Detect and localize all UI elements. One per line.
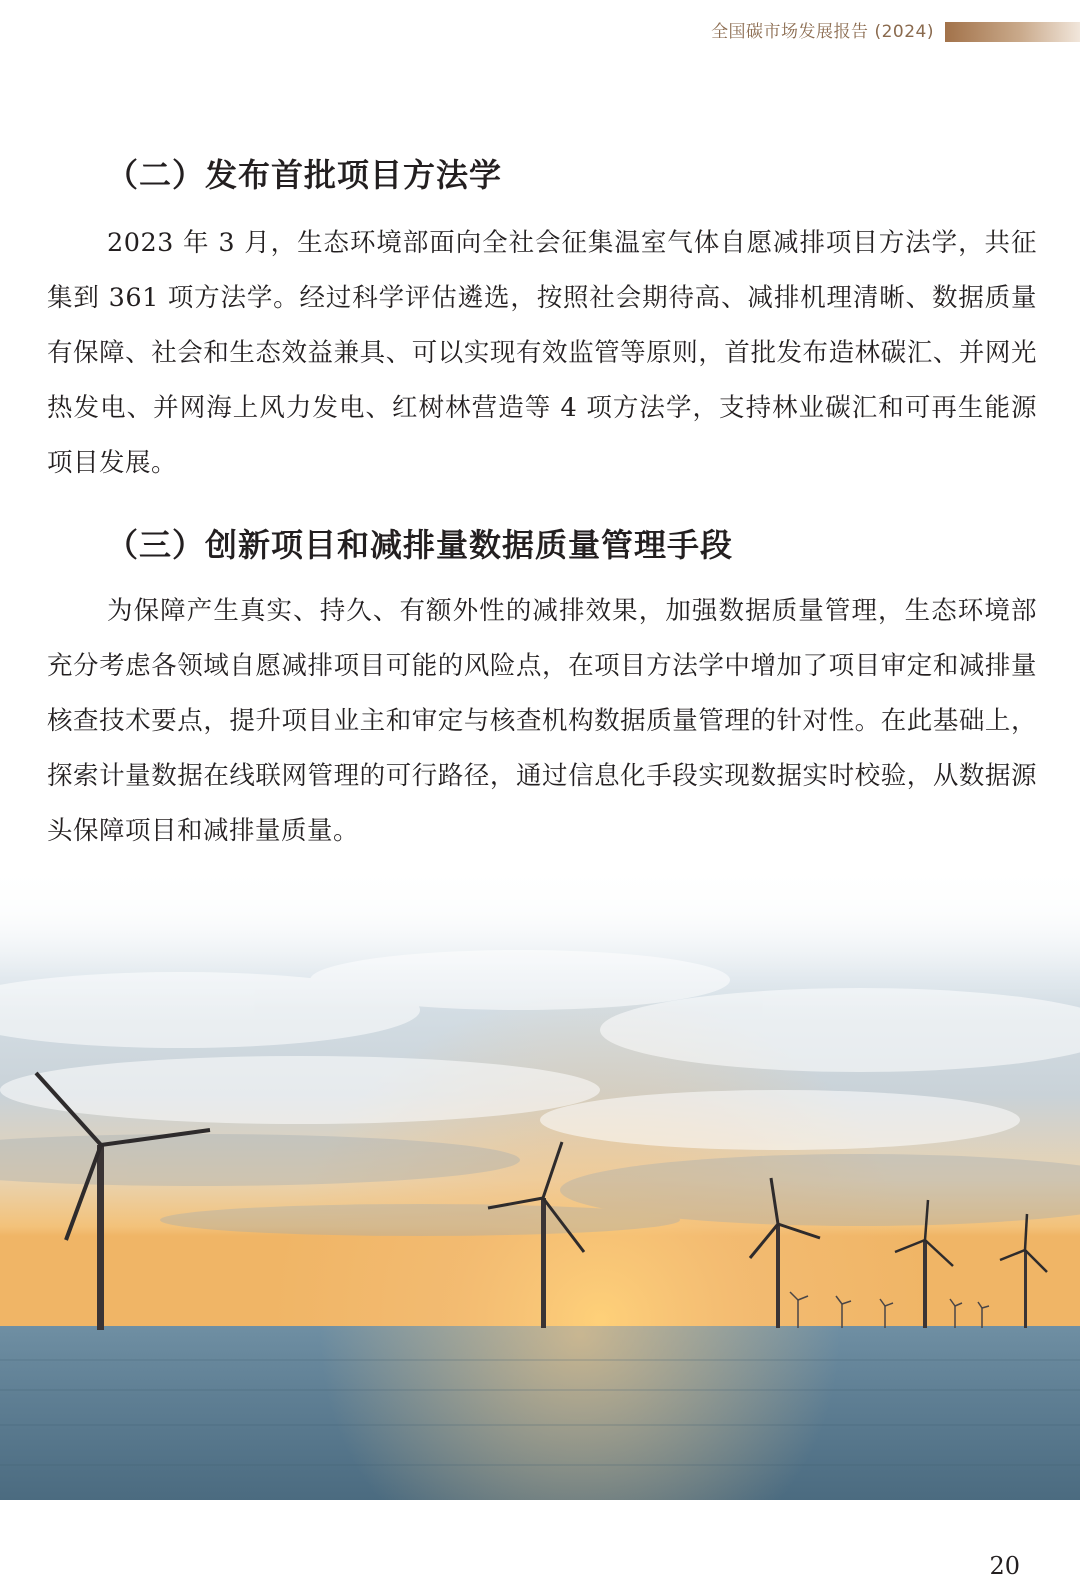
- section-heading-2: （二）发布首批项目方法学: [106, 156, 503, 194]
- offshore-wind-photo: [0, 860, 1080, 1500]
- section-paragraph-3: 为保障产生真实、持久、有额外性的减排效果，加强数据质量管理，生态环境部充分考虑各领域自愿减排项目可能的风险点，在项目方法学中增加了项目审定和减排量核查技术要点，提升项目业主和审定与核查机构数据质量管理的针对性。在此基础上，探索计量数据在线联网管理的可行路径，通过信息化手段实现数据实时校验，从数据源头保障项目和减排量质量。: [47, 596, 1037, 846]
- section-paragraph-2: 2023 年 3 月，生态环境部面向全社会征集温室气体自愿减排项目方法学，共征集到 361 项方法学。经过科学评估遴选，按照社会期待高、减排机理清晰、数据质量有保障、社会和生态效益兼具、可以实现有效监管等原则，首批发布造林碳汇、并网光热发电、并网海上风力发电、红树林营造等 4 项方法学，支持林业碳汇和可再生能源项目发展。: [47, 228, 1037, 478]
- header-accent-bar: [945, 22, 1080, 42]
- section-heading-3: （三）创新项目和减排量数据质量管理手段: [106, 526, 734, 564]
- page-number: 20: [989, 1552, 1020, 1580]
- running-title: 全国碳市场发展报告 (2024): [711, 22, 934, 42]
